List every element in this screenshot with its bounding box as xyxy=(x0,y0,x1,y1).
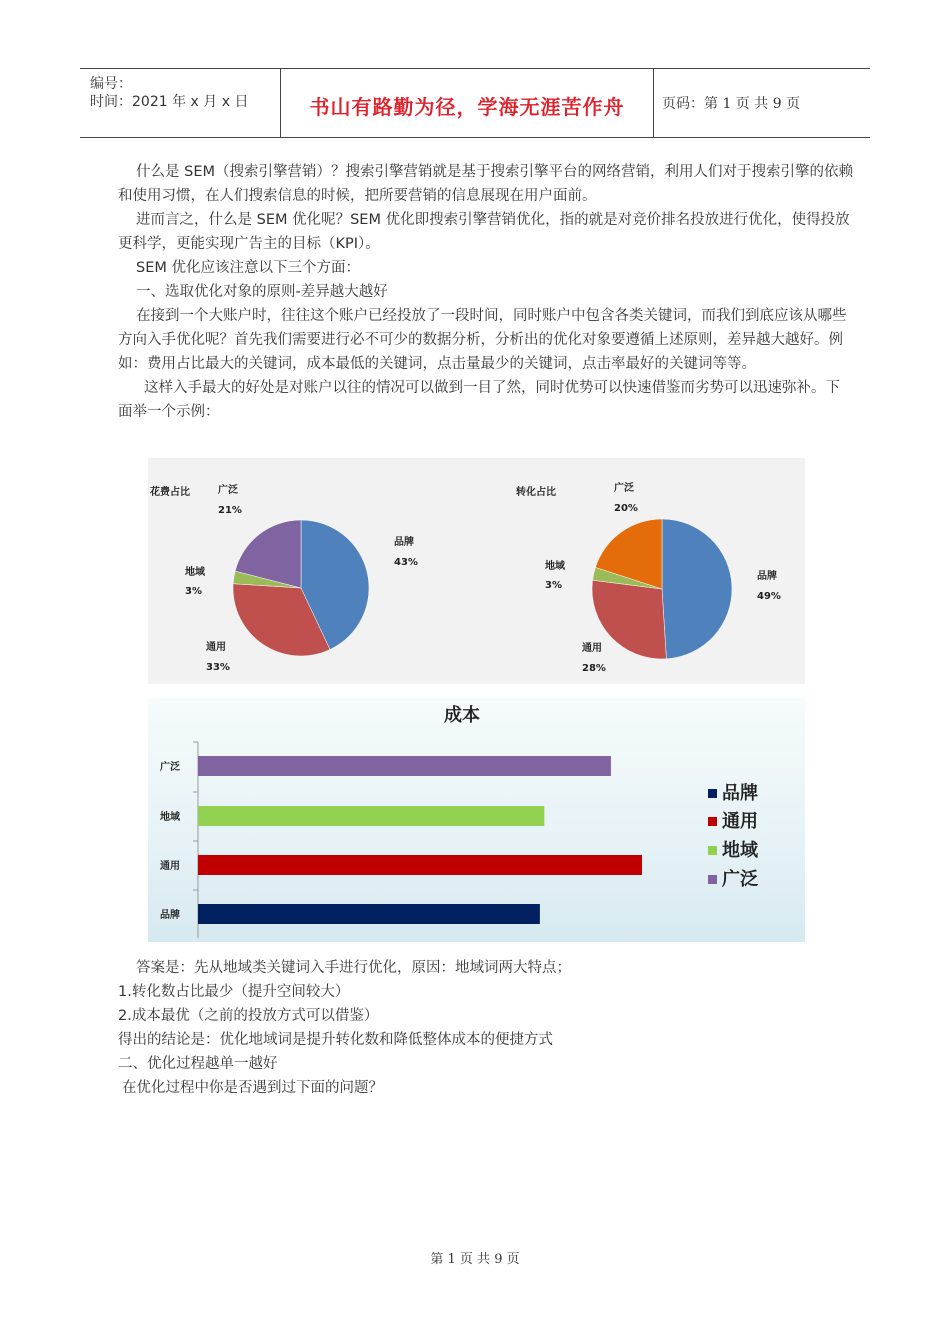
pie-charts xyxy=(148,458,805,684)
slice-value: 20% xyxy=(614,503,638,514)
intro-text xyxy=(118,160,853,424)
pie-chart-2 xyxy=(516,481,781,674)
bar xyxy=(198,904,540,924)
legend-swatch xyxy=(708,817,717,826)
bar-chart-panel xyxy=(148,698,805,942)
motto: 书山有路勤为径，学海无涯苦作舟 xyxy=(309,95,625,119)
slice-label: 通用 xyxy=(206,642,226,653)
paragraph-3: SEM 优化应该注意以下三个方面： xyxy=(136,260,360,276)
category-label: 地域 xyxy=(160,812,180,823)
pie-slice xyxy=(662,519,732,659)
bar xyxy=(198,756,611,776)
paragraph-1: 什么是 SEM（搜索引擎营销）？搜索引擎营销就是基于搜索引擎平台的网络营销，利用人们对于搜索引擎的依赖和使用习惯，在人们搜索信息的时候，把所要营销的信息展现在用户面前。 xyxy=(118,164,853,204)
heading-2: 二、优化过程越单一越好 xyxy=(118,1056,278,1072)
point-2: 2.成本最优（之前的投放方式可以借鉴） xyxy=(118,1008,379,1024)
slice-label: 品牌 xyxy=(394,537,414,548)
header-motto-cell xyxy=(280,69,654,137)
legend-swatch xyxy=(708,875,717,884)
point-1: 1.转化数占比最少（提升空间较大） xyxy=(118,984,350,1000)
slice-label: 地域 xyxy=(185,567,205,578)
slice-value: 33% xyxy=(206,662,230,673)
paragraph-10: 得出的结论是：优化地域词是提升转化数和降低整体成本的便捷方式 xyxy=(118,1032,553,1048)
slice-value: 49% xyxy=(757,591,781,602)
pie-chart-1 xyxy=(149,483,418,673)
slice-label: 广泛 xyxy=(218,485,238,496)
paragraph-5: 在接到一个大账户时，往往这个账户已经投放了一段时间，同时账户中包含各类关键词，而我们到底应该从哪些方向入手优化呢？首先我们需要进行必不可少的数据分析，分析出的优化对象要遵循上述原则，差异越大越好。例如：费用占比最大的关键词，成本最低的关键词，点击量最少的关键词，点击率最好的关键词等等。 xyxy=(118,308,847,372)
pie-charts-panel xyxy=(148,458,805,684)
header-left-cell xyxy=(80,69,280,137)
slice-label: 地域 xyxy=(545,561,565,572)
bar xyxy=(198,806,544,826)
legend-label: 通用 xyxy=(722,811,758,832)
page-header xyxy=(80,68,870,138)
legend-label: 地域 xyxy=(722,840,758,861)
slice-label: 品牌 xyxy=(757,571,777,582)
heading-1: 一、选取优化对象的原则-差异越大越好 xyxy=(136,284,388,300)
slice-value: 3% xyxy=(185,586,202,597)
category-label: 品牌 xyxy=(160,910,180,921)
page-label: 页码：第 1 页 共 9 页 xyxy=(662,96,801,112)
legend-label: 广泛 xyxy=(722,869,758,890)
slice-value: 21% xyxy=(218,505,242,516)
conclusion-text xyxy=(118,956,853,1100)
bar xyxy=(198,855,642,875)
page-footer: 第 1 页 共 9 页 xyxy=(430,1252,520,1267)
slice-value: 3% xyxy=(545,580,562,591)
slice-value: 28% xyxy=(582,663,606,674)
paragraph-7: 答案是：先从地域类关键词入手进行优化，原因：地域词两大特点； xyxy=(136,960,571,976)
date-label: 时间：2021 年 x 月 x 日 xyxy=(90,94,249,110)
pie-slice xyxy=(592,580,666,659)
category-label: 广泛 xyxy=(160,762,180,773)
pie-title: 转化占比 xyxy=(516,487,556,498)
paragraph-2: 进而言之，什么是 SEM 优化呢？SEM 优化即搜索引擎营销优化，指的就是对竞价排名投放进行优化，使得投放更科学，更能实现广告主的目标（KPI）。 xyxy=(118,212,850,252)
pie-title: 花费占比 xyxy=(150,487,190,498)
paragraph-6: 这样入手最大的好处是对账户以往的情况可以做到一目了然，同时优势可以快速借鉴而劣势可以迅速弥补。下面举一个示例： xyxy=(118,380,840,420)
bar-chart-title: 成本 xyxy=(444,705,480,726)
paragraph-12: 在优化过程中你是否遇到过下面的问题？ xyxy=(122,1080,383,1096)
category-label: 通用 xyxy=(160,861,180,872)
legend-swatch xyxy=(708,846,717,855)
slice-label: 通用 xyxy=(582,643,602,654)
slice-label: 广泛 xyxy=(614,483,634,494)
legend-swatch xyxy=(708,789,717,798)
legend-label: 品牌 xyxy=(722,783,758,804)
number-label: 编号： xyxy=(90,76,132,92)
slice-value: 43% xyxy=(394,557,418,568)
bar-chart xyxy=(148,698,805,942)
